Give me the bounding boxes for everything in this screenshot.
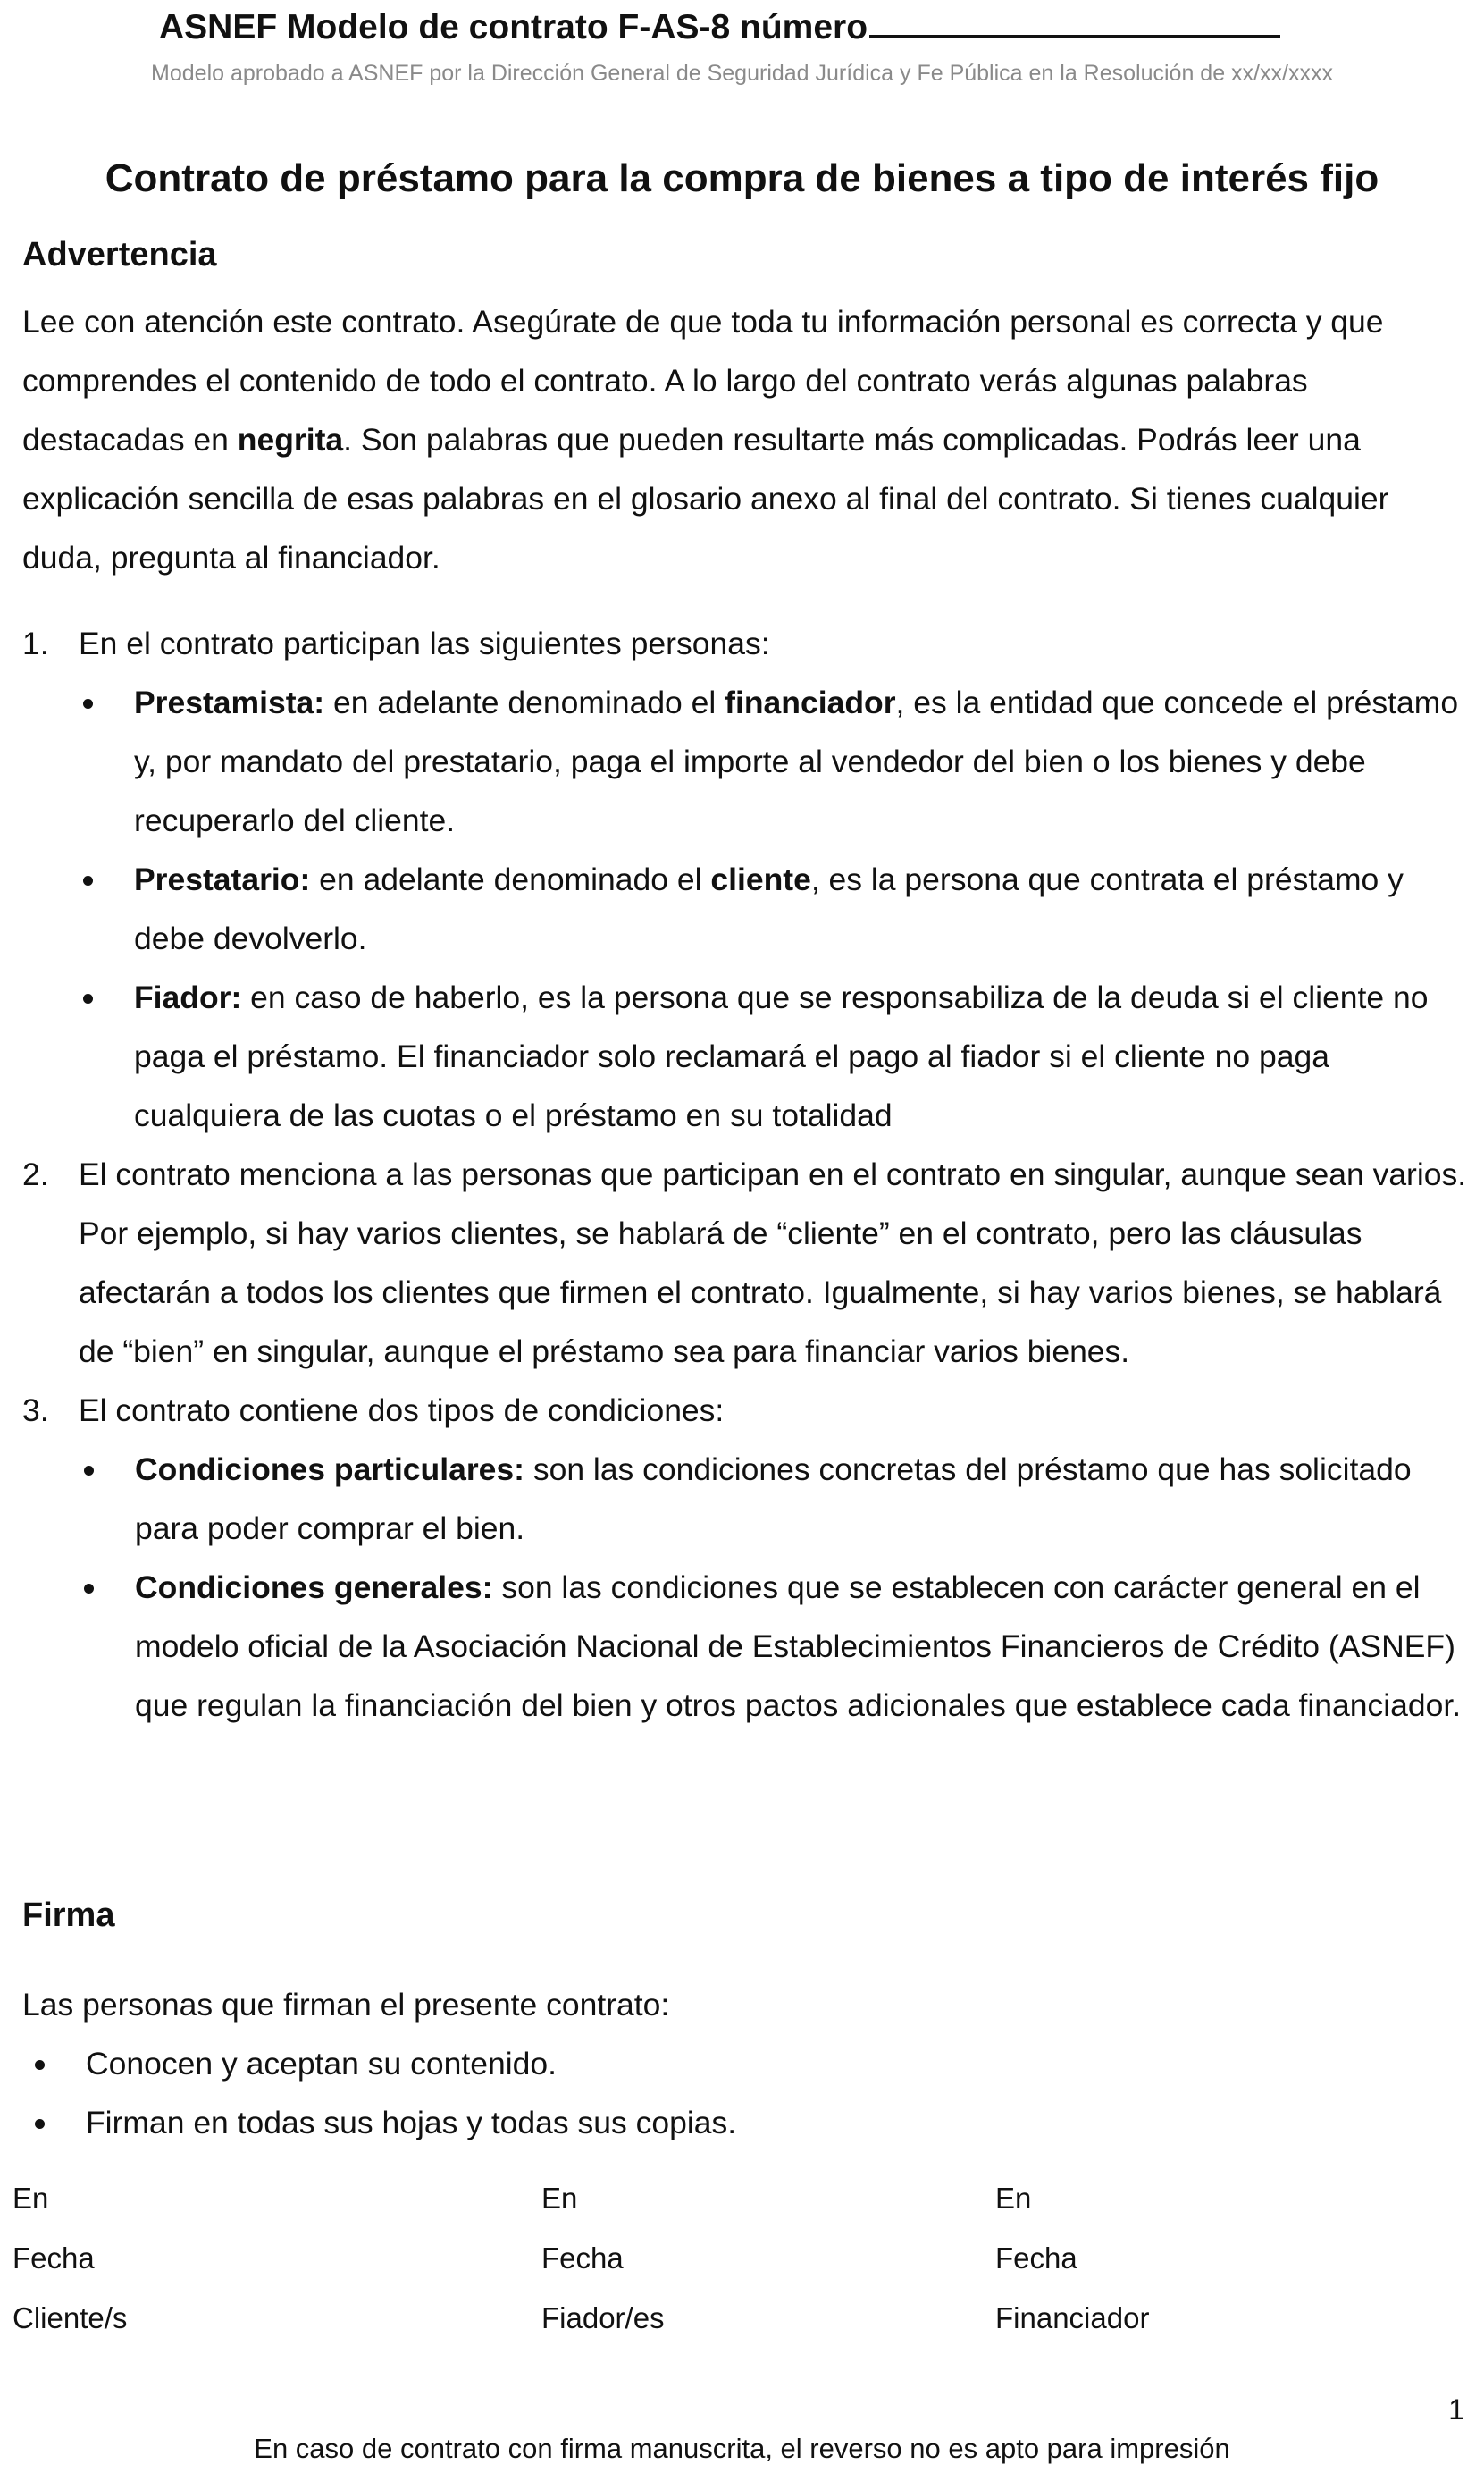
warning-text-1: Lee con atención este contrato. Asegúrate de que toda tu información personal es correcta y que comprendes el contenido de todo el contrato. A lo largo del contrato verás algunas palabras destacadas en [22,304,1384,458]
warning-body [22,292,1470,587]
list-item-text: En el contrato participan las siguientes personas: [79,626,770,661]
signature-bullet: Firman en todas sus hojas y todas sus copias. [29,2093,1470,2152]
signature-place: En [13,2182,49,2215]
signature-column-fiador [541,2168,665,2348]
numbered-list-block [22,614,1470,1735]
term-label: Condiciones particulares: [135,1451,524,1487]
signature-column-cliente [13,2168,127,2348]
list-item-number: 1. [22,626,49,661]
term-bold: financiador [725,685,896,720]
signature-role: Financiador [995,2301,1150,2334]
signature-role: Fiador/es [541,2301,665,2334]
list-item-3 [22,1381,1470,1735]
numbered-list [22,614,1470,1735]
participants-list [78,673,1470,1145]
warning-heading: Advertencia [22,236,217,273]
signature-block [22,1975,1470,2152]
footer-note: En caso de contrato con firma manuscrita, el reverso no es apto para impresión [254,2433,1230,2464]
term-text: son las condiciones concretas del préstamo que has solicitado para poder comprar el bien. [135,1451,1412,1546]
list-item-2 [22,1145,1470,1381]
term-label: Prestatario: [134,862,311,897]
signature-date: Fecha [13,2241,95,2275]
contract-number-line [869,6,1280,38]
list-item-1 [22,614,1470,1145]
term-label: Prestamista: [134,685,325,720]
term-text: en adelante denominado el [324,685,725,720]
warning-paragraph [22,292,1470,587]
participant-prestamista [78,673,1470,850]
term-label: Fiador: [134,980,242,1015]
conditions-list [79,1440,1470,1735]
term-text: en adelante denominado el [310,862,711,897]
signature-bullets [29,2034,1470,2152]
term-text: , es la persona que contrata el préstamo y debe devolverlo. [134,862,1404,956]
list-item-text: El contrato contiene dos tipos de condiciones: [79,1392,725,1428]
document-title: Contrato de préstamo para la compra de bienes a tipo de interés fijo [105,156,1379,200]
header-subtitle: Modelo aprobado a ASNEF por la Dirección General de Seguridad Jurídica y Fe Pública en la Resolución de xx/xx/xxxx [151,61,1333,86]
participant-prestatario [78,850,1470,968]
signature-date: Fecha [995,2241,1077,2275]
list-item-text: El contrato menciona a las personas que participan en el contrato en singular, aunque sean varios. Por ejemplo, si hay varios clientes, se hablará de “cliente” en el contrato, pero las cláusulas afectarán a todos los clientes que firmen el contrato. Igualmente, si hay varios bienes, se hablará de “bien” en singular, aunque el préstamo sea para financiar varios bienes. [79,1156,1467,1369]
term-text: son las condiciones que se establecen con carácter general en el modelo oficial de la Asociación Nacional de Establecimientos Financieros de Crédito (ASNEF) que regulan la financiación del bien y otros pactos adicionales que establece cada financiador. [135,1569,1462,1723]
signature-column-financiador [995,2168,1149,2348]
header-title [159,5,1280,50]
signature-date: Fecha [541,2241,624,2275]
signature-place: En [995,2182,1032,2215]
signature-heading: Firma [22,1896,115,1934]
condition-particulares [79,1440,1470,1558]
condition-generales [79,1558,1470,1735]
warning-text-2: . Son palabras que pueden resultarte más complicadas. Podrás leer una explicación sencilla de esas palabras en el glosario anexo al final del contrato. Si tienes cualquier duda, pregunta al financiador. [22,422,1389,576]
signature-place: En [541,2182,578,2215]
term-text: en caso de haberlo, es la persona que se responsabiliza de la deuda si el cliente no paga el préstamo. El financiador solo reclamará el pago al fiador si el cliente no paga cualquiera de las cuotas o el préstamo en su totalidad [134,980,1429,1133]
signature-role: Cliente/s [13,2301,128,2334]
term-text: , es la entidad que concede el préstamo y, por mandato del prestatario, paga el importe al vendedor del bien o los bienes y debe recuperarlo del cliente. [134,685,1459,838]
header-title-text: ASNEF Modelo de contrato F-AS-8 número [159,8,868,46]
participant-fiador [78,968,1470,1145]
list-item-number: 2. [22,1156,49,1192]
term-bold: cliente [710,862,811,897]
warning-bold-word: negrita [237,422,344,458]
page-number: 1 [1448,2393,1464,2426]
list-item-number: 3. [22,1392,49,1428]
signature-bullet: Conocen y aceptan su contenido. [29,2034,1470,2093]
signature-intro: Las personas que firman el presente contrato: [22,1987,670,2023]
term-label: Condiciones generales: [135,1569,493,1605]
